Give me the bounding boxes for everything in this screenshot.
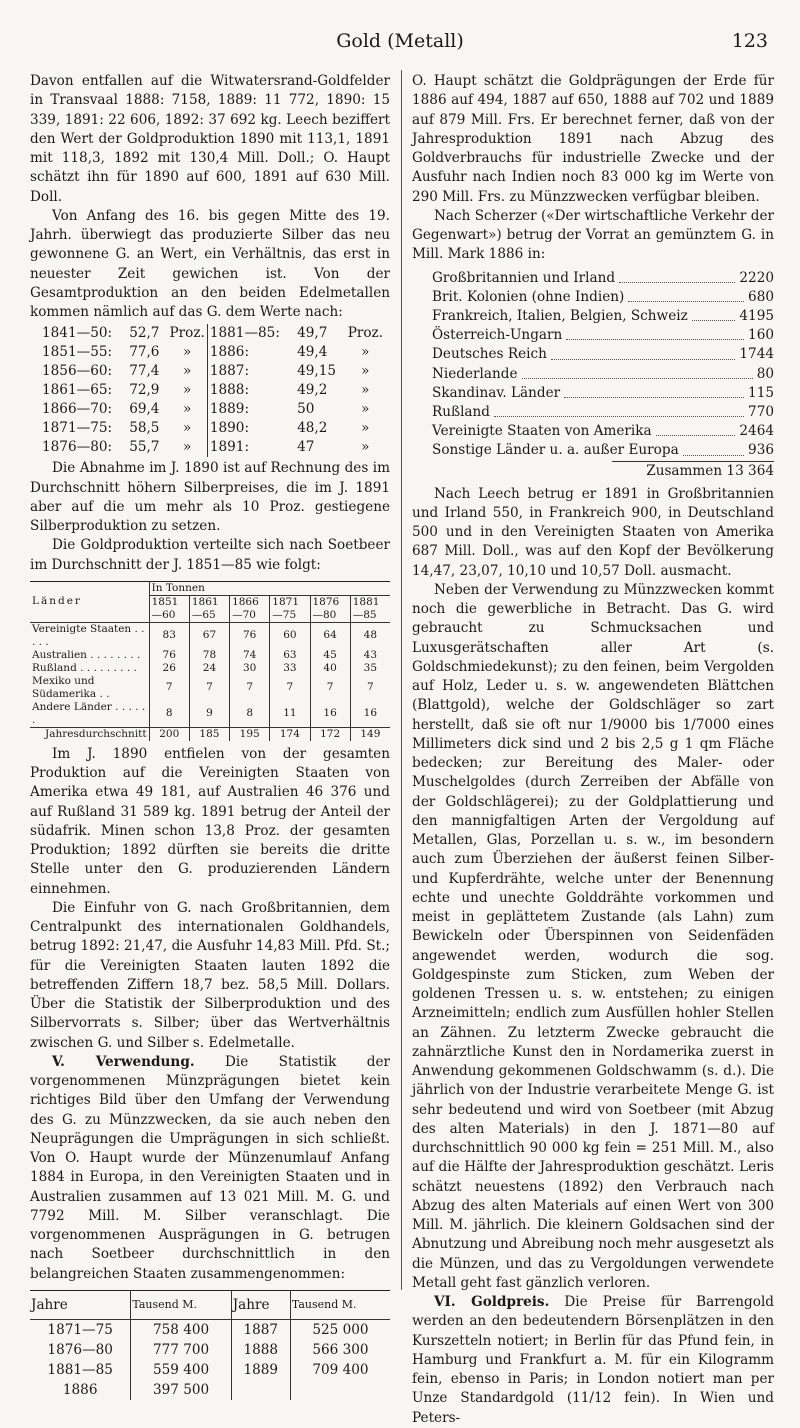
page-number: 123 [731, 30, 768, 52]
right-column [412, 72, 774, 1428]
table-cell: 33 [270, 662, 310, 675]
table-row [40, 438, 385, 457]
table-cell: 566 300 [290, 1340, 390, 1360]
table-row [40, 362, 385, 381]
table-cell: 7 [350, 675, 390, 701]
list-item-value: 160 [748, 327, 774, 344]
list-item [432, 365, 774, 384]
table-cell: 1890: [209, 420, 250, 437]
table-cell: 64 [310, 622, 350, 649]
table-cell: 60 [270, 622, 310, 649]
list-item-value: 2220 [739, 269, 774, 286]
table-cell: 185 [189, 727, 229, 741]
table-cell: 1889: [209, 401, 250, 418]
table-cell-land: Mexiko und Südamerika . . [30, 675, 149, 701]
table-cell: 7 [189, 675, 229, 701]
list-item-name: Großbritannien und Irland [432, 269, 616, 286]
table-row [30, 1360, 390, 1380]
table-cell: » [361, 382, 370, 399]
table-cell: 174 [270, 727, 310, 741]
list-item-name: Niederlande [432, 365, 518, 382]
paragraph: Die Einfuhr von G. nach Großbritannien, dem Centralpunkt des internationalen Goldhandels, betrug 1892: 21,47, die Ausfuhr 14,83 Mill. Pfd. St.; für die Vereinigten Staaten lauten 1892 die betreffenden Ziffern 18,7 bez. 58,5 Mill. Dollars. Über die Statistik der Silberproduktion und des Silbervorrats s. Silber; über das Wertverhältnis zwischen G. und Silber s. Edelmetalle. [30, 899, 390, 1051]
section-heading: VI. Goldpreis. [434, 1294, 550, 1311]
list-item [432, 384, 774, 403]
leader-dots [522, 365, 753, 379]
table-cell: 1881—85: [209, 325, 280, 342]
table-row [40, 419, 385, 438]
table-cell: 58,5 [129, 420, 160, 437]
table-cell: 709 400 [290, 1360, 390, 1380]
paragraph: V. Verwendung. Die Statistik der vorgenommenen Münzprägungen bietet kein richtiges Bild über den Umfang der Verwendung des G. zu Münzzwecken, da sie auch neben den Neuprägungen die Umprägungen in sich schließt. Von O. Haupt wurde der Münzenumlauf Anfang 1884 in Europa, in den Vereinigten Staaten und in Australien zusammen auf 13 021 Mill. M. G. und 7792 Mill. M. Silber veranschlagt. Die vorgenommenen Ausprägungen in G. betrugen nach Soetbeer durchschnittlich in den belangreichen Staaten zusammengenommen: [30, 1053, 390, 1282]
list-item [432, 345, 774, 364]
list-item-value: 770 [748, 403, 774, 420]
table-total-row [30, 727, 390, 741]
leader-dots [692, 307, 736, 321]
table-cell: 1876—80 [47, 1341, 113, 1358]
table-cell-land: Vereinigte Staaten . . . . . [30, 622, 149, 649]
table-cell: » [361, 439, 370, 456]
paragraph: Nach Scherzer («Der wirtschaftliche Verkehr der Gegenwart») betrug der Vorrat an gemünztem G. in Mill. Mark 1886 in: [412, 207, 774, 263]
table-cell: Proz. [168, 324, 208, 343]
table-cell: » [361, 344, 370, 361]
paragraph: VI. Goldpreis. Die Preise für Barrengold werden an den bedeutendern Börsenplätzen in den Kurszetteln notiert; in Berlin für das Pfund fein, in Hamburg und Frankfurt a. M. für ein Kilogramm fein, ebenso in Paris; in London notiert man per Unze Standardgold (11/12 fein). In Wien und Peters- [412, 1294, 774, 1426]
table-cell: 7 [149, 675, 189, 701]
table-cell [231, 1380, 290, 1400]
table-cell: 26 [149, 662, 189, 675]
table-cell: 525 000 [290, 1319, 390, 1340]
table-cell: 1887: [209, 363, 250, 380]
table-cell: 30 [230, 662, 270, 675]
table-cell: 47 [297, 439, 315, 456]
table-cell: 76 [149, 649, 189, 662]
section-heading: V. Verwendung. [52, 1053, 195, 1070]
table-cell: » [168, 381, 208, 400]
column-divider [401, 70, 402, 1290]
table-cell: 7 [230, 675, 270, 701]
table-cell: 1841—50: [42, 325, 113, 342]
table-cell: 45 [310, 649, 350, 662]
table-cell: 35 [350, 662, 390, 675]
table-cell-land: Andere Länder . . . . . . [30, 701, 149, 728]
table-cell: 67 [189, 622, 229, 649]
table-cell: 78 [189, 649, 229, 662]
table-cell: 1891: [209, 439, 250, 456]
table-cell: 8 [149, 701, 189, 728]
table-cell: 76 [230, 622, 270, 649]
table-header-group: In Tonnen [149, 581, 390, 595]
table-row [30, 662, 390, 675]
table-header-period: 1871 —75 [270, 595, 310, 622]
table-cell: 7 [270, 675, 310, 701]
table-cell: » [168, 400, 208, 419]
table-cell: 69,4 [129, 401, 160, 418]
table-cell: 77,6 [129, 344, 160, 361]
list-item-value: 2464 [739, 423, 774, 440]
list-item [432, 326, 774, 345]
production-table [30, 581, 390, 741]
list-item-name: Frankreich, Italien, Belgien, Schweiz [432, 307, 688, 324]
table-row [30, 622, 390, 649]
table-cell: 16 [310, 701, 350, 728]
list-sum: Zusammen 13 364 [612, 461, 774, 481]
table-cell: 1881—85 [47, 1361, 113, 1378]
leader-dots [551, 345, 736, 359]
table-cell: 52,7 [129, 325, 160, 342]
running-head-title: Gold (Metall) [336, 30, 464, 52]
table-row [40, 400, 385, 419]
leader-dots [628, 288, 744, 302]
gold-share-table [40, 324, 385, 457]
table-cell: 1856—60: [42, 363, 113, 380]
table-cell: » [168, 419, 208, 438]
table-cell: 77,4 [129, 363, 160, 380]
list-item-value: 4195 [739, 307, 774, 324]
list-item-name: Sonstige Länder u. a. außer Europa [432, 442, 679, 459]
leader-dots [566, 326, 744, 340]
table-header: Tausend M. [290, 1290, 390, 1319]
table-cell: 40 [310, 662, 350, 675]
coinage-table [30, 1290, 390, 1400]
table-header: Tausend M. [131, 1290, 231, 1319]
table-row [40, 343, 385, 362]
leader-dots [683, 441, 744, 455]
table-cell: 1888 [231, 1340, 290, 1360]
table-cell: 49,7 [297, 325, 328, 342]
paragraph: Die Goldproduktion verteilte sich nach Soetbeer im Durchschnitt der J. 1851—85 wie folgt: [30, 537, 390, 573]
table-header: Jahre [30, 1290, 131, 1319]
paragraph: Neben der Verwendung zu Münzzwecken kommt noch die gewerbliche in Betracht. Das G. wird gebraucht zu Schmucksachen und Luxusgerätschaften aller Art (s. Goldschmiedekunst); zu den feinen, beim Vergolden auf Holz, Leder u. s. w. angewendeten Blättchen (Blattgold), welche der Goldschläger so zart herstellt, daß sie oft nur 1/9000 bis 1/7000 eines Millimeters dick sind und 2 bis 2,5 g 1 qm Fläche bedecken; zur Bereitung des Maler- oder Muschelgoldes (durch Zerreiben der Abfälle von der Goldschlägerei); zu der Goldplattierung und den mannigfaltigen Arten der Vergoldung auf Metallen, Glas, Porzellan u. s. w., im besondern auch zum Überziehen der äußerst feinen Silber- und Kupferdrähte, welche unter der Benennung echte und unechte Golddrähte vorkommen und meist in geplättetem Zustande (als Lahn) zum Bewickeln oder Überspinnen von Seidenfäden angewendet werden, wodurch die sog. Goldgespinste zum Sticken, zum Weben der goldenen Tressen u. s. w. entstehen; zu einigen Arzneimitteln; endlich zum Ausfüllen hohler Stellen an Zähnen. Zu letzterm Zwecke gebraucht die zahnärztliche Kunst den in Nordamerika zuerst in Anwendung gekommenen Goldschwamm (s. d.). Die jährlich von der Industrie verarbeitete Menge G. ist sehr bedeutend und wird von Soetbeer (mit Abzug des alten Materials) in den J. 1871—80 auf durchschnittlich 90 000 kg fein = 251 Mill. M., also auf die Hälfte der Jahresproduktion geschätzt. Leris schätzt neuestens (1892) den Verbrauch nach Abzug des alten Materials auf einen Wert von 300 Mill. M. jährlich. Die kleinern Goldsachen sind der Abnutzung und Abreibung noch mehr ausgesetzt als die Münzen, und das zu Vergoldungen verwendete Metall geht fast gänzlich verloren. [412, 581, 774, 1291]
list-item [432, 422, 774, 441]
table-cell: 49,2 [297, 382, 328, 399]
list-item-value: 936 [748, 442, 774, 459]
table-header-land: Länder [30, 581, 149, 622]
table-cell: 50 [297, 401, 315, 418]
list-item [432, 403, 774, 422]
table-cell: 149 [350, 727, 390, 741]
table-cell: 43 [350, 649, 390, 662]
list-item-name: Brit. Kolonien (ohne Indien) [432, 288, 625, 305]
table-cell: 397 500 [131, 1380, 231, 1400]
leader-dots [494, 403, 744, 417]
table-cell: 1887 [231, 1319, 290, 1340]
table-row [30, 649, 390, 662]
table-cell-land: Rußland . . . . . . . . . [30, 662, 149, 675]
paragraph: Davon entfallen auf die Witwatersrand-Goldfelder in Transvaal 1888: 7158, 1889: 11 772, 1890: 15 339, 1891: 22 606, 1892: 37 692 kg. Leech beziffert den Wert der Goldproduktion 1890 mit 113,1, 1891 mit 118,3, 1892 mit 130,4 Mill. Doll.; O. Haupt schätzt ihn für 1890 auf 600, 1891 auf 630 Mill. Doll. [30, 73, 390, 205]
table-cell: Proz. [347, 325, 383, 342]
table-cell: 1889 [231, 1360, 290, 1380]
table-cell [290, 1380, 390, 1400]
table-cell: 777 700 [131, 1340, 231, 1360]
table-cell: 559 400 [131, 1360, 231, 1380]
table-header: Jahre [231, 1290, 290, 1319]
list-item-value: 115 [748, 384, 774, 401]
list-item-name: Skandinav. Länder [432, 384, 561, 401]
table-cell: 24 [189, 662, 229, 675]
list-item [432, 288, 774, 307]
table-cell: 63 [270, 649, 310, 662]
table-cell: 200 [149, 727, 189, 741]
table-row [30, 1319, 390, 1340]
table-header-period: 1876 —80 [310, 595, 350, 622]
table-cell: 49,15 [297, 363, 337, 380]
table-cell: 55,7 [129, 439, 160, 456]
table-cell: » [168, 438, 208, 457]
table-cell: 1871—75: [42, 420, 113, 437]
table-cell: 1888: [209, 382, 250, 399]
paragraph: Von Anfang des 16. bis gegen Mitte des 19. Jahrh. überwiegt das produzierte Silber das neu gewonnene G. an Wert, ein Verhältnis, das erst in neuester Zeit gewichen ist. Von der Gesamtproduktion an den beiden Edelmetallen kommen nämlich auf das G. dem Werte nach: [30, 207, 390, 320]
table-cell: 758 400 [131, 1319, 231, 1340]
leader-dots [619, 269, 735, 283]
table-cell: 195 [230, 727, 270, 741]
table-cell: » [168, 343, 208, 362]
table-cell: 74 [230, 649, 270, 662]
table-cell: » [361, 420, 370, 437]
table-cell: » [168, 362, 208, 381]
table-cell: 1861—65: [42, 382, 113, 399]
table-cell: 172 [310, 727, 350, 741]
table-cell: 9 [189, 701, 229, 728]
table-cell: 1851—55: [42, 344, 113, 361]
table-cell: 11 [270, 701, 310, 728]
table-header-period: 1861 —65 [189, 595, 229, 622]
list-item [432, 441, 774, 460]
leader-dots [564, 384, 744, 398]
left-column [30, 72, 390, 1400]
leader-dots [656, 422, 736, 436]
table-cell: 8 [230, 701, 270, 728]
table-row [30, 701, 390, 728]
list-item-value: 680 [748, 288, 774, 305]
table-row [40, 324, 385, 343]
table-cell: » [361, 401, 370, 418]
table-cell: 7 [310, 675, 350, 701]
list-item [432, 307, 774, 326]
table-row [30, 1380, 390, 1400]
paragraph: Im J. 1890 entfielen von der gesamten Produktion auf die Vereinigten Staaten von Amerika etwa 49 181, auf Australien 46 376 und auf Rußland 31 589 kg. 1891 betrug der Anteil der südafrik. Minen schon 13,8 Proz. der gesamten Produktion; 1892 dürften sie bereits die dritte Stelle unter den G. produzierenden Ländern einnehmen. [30, 745, 390, 897]
list-item-value: 80 [756, 365, 774, 382]
table-cell: 83 [149, 622, 189, 649]
table-row [30, 675, 390, 701]
paragraph: Die Abnahme im J. 1890 ist auf Rechnung des im Durchschnitt höhern Silberpreises, die im J. 1891 aber auf die um mehr als 10 Proz. gestiegene Silberproduktion zu setzen. [30, 460, 390, 534]
list-item [432, 269, 774, 288]
table-cell: 48 [350, 622, 390, 649]
table-row [30, 1340, 390, 1360]
table-cell-land: Australien . . . . . . . . [30, 649, 149, 662]
table-cell: 1886: [209, 344, 250, 361]
paragraph: Nach Leech betrug er 1891 in Großbritannien und Irland 550, in Frankreich 900, in Deutschland 500 und in den Vereinigten Staaten von Amerika 687 Mill. Doll., was auf den Kopf der Bevölkerung 14,47, 23,07, 10,10 und 10,57 Doll. ausmacht. [412, 485, 774, 579]
paragraph: O. Haupt schätzt die Goldprägungen der Erde für 1886 auf 494, 1887 auf 650, 1888 auf 702 und 1889 auf 879 Mill. Frs. Er berechnet ferner, daß von der Jahresproduktion 1891 nach Abzug des Goldverbrauchs für industrielle Zwecke und der Ausfuhr nach Indien noch 83 000 kg im Werte von 290 Mill. Frs. zu Münzzwecken verfügbar bleiben. [412, 73, 774, 205]
table-cell: 1886 [62, 1381, 98, 1398]
gold-stock-list [432, 269, 774, 481]
table-cell: 1871—75 [47, 1321, 113, 1338]
table-cell: 72,9 [129, 382, 160, 399]
table-header-period: 1866 —70 [230, 595, 270, 622]
table-cell: 48,2 [297, 420, 328, 437]
list-item-value: 1744 [739, 346, 774, 363]
table-row [40, 381, 385, 400]
table-cell: 1876—80: [42, 439, 113, 456]
table-header-period: 1881 —85 [350, 595, 390, 622]
table-cell: 49,4 [297, 344, 328, 361]
table-cell: » [361, 363, 370, 380]
table-total-label: Jahresdurchschnitt [45, 727, 147, 740]
table-header-period: 1851 —60 [149, 595, 189, 622]
list-item-name: Deutsches Reich [432, 346, 547, 363]
list-item-name: Rußland [432, 403, 490, 420]
table-cell: 1866—70: [42, 401, 113, 418]
list-item-name: Österreich-Ungarn [432, 327, 563, 344]
list-item-name: Vereinigte Staaten von Amerika [432, 423, 652, 440]
table-cell: 16 [350, 701, 390, 728]
